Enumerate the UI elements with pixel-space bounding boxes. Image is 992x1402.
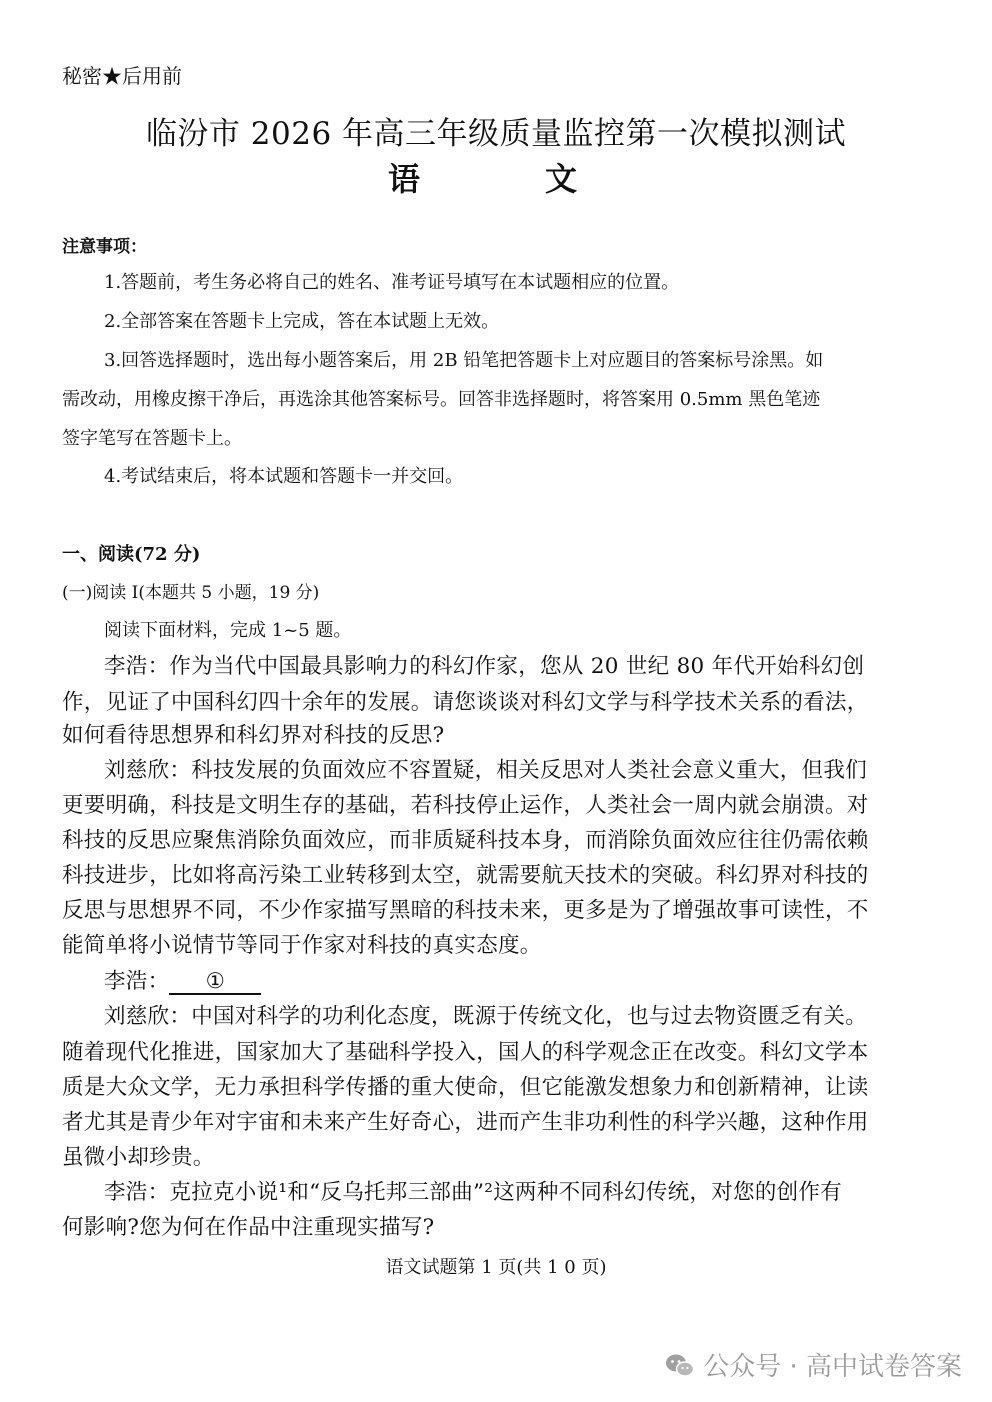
passage-line: 何影响?您为何在作品中注重现实描写? [62,1215,435,1240]
blank-line [104,964,261,995]
passage-line: 者尤其是青少年对宇宙和未来产生好奇心，进而产生非功利性的科学兴趣，这种作用 [62,1110,869,1135]
passage-line: 刘慈欣：中国对科学的功利化态度，既源于传统文化，也与过去物资匮乏有关。 [104,1004,868,1029]
note-line: 签字笔写在答题卡上。 [62,428,242,449]
passage-line: 能简单将小说情节等同于作家对科技的真实态度。 [62,933,542,958]
passage-line: 质是大众文学，无力承担科学传播的重大使命，但它能激发想象力和创新精神，让读 [62,1075,869,1100]
subject-char-1: 语 [388,160,421,198]
passage-line: 如何看待思想界和科幻界对科技的反思? [62,723,445,748]
answer-blank: ① [169,971,261,995]
passage-line: 虽微小却珍贵。 [62,1145,215,1170]
section-heading: 一、阅读(72 分) [62,544,201,565]
section-subheading: (一)阅读 I(本题共 5 小题，19 分) [62,583,320,603]
passage-line: 作，见证了中国科幻四十余年的发展。请您谈谈对科幻文学与科学技术关系的看法， [62,690,869,715]
wechat-icon [665,1353,695,1386]
exam-title: 临汾市 2026 年高三年级质量监控第一次模拟测试 [145,116,847,152]
note-line: 1.答题前，考生务必将自己的姓名、准考证号填写在本试题相应的位置。 [104,272,680,293]
notes-heading: 注意事项： [62,237,147,257]
passage-line: 随着现代化推进，国家加大了基础科学投入，国人的科学观念正在改变。科幻文学本 [62,1040,869,1065]
passage-line: 反思与思想界不同，不少作家描写黑暗的科技未来，更多是为了增强故事可读性，不 [62,898,869,923]
passage-line: 科技的反思应聚焦消除负面效应，而非质疑科技本身，而消除负面效应往往仍需依赖 [62,828,869,853]
secret-label: 秘密★后用前 [62,64,182,88]
note-line: 3.回答选择题时，选出每小题答案后，用 2B 铅笔把答题卡上对应题目的答案标号涂黑。如 [104,350,824,371]
passage-line: 刘慈欣：科技发展的负面效应不容置疑，相关反思对人类社会意义重大，但我们 [104,758,868,783]
page-footer: 语文试题第 1 页(共 1 0 页) [385,1257,607,1278]
note-line: 2.全部答案在答题卡上完成，答在本试题上无效。 [104,311,500,332]
passage-line: 李浩：克拉克小说¹和“反乌托邦三部曲”²这两种不同科幻传统，对您的创作有 [104,1180,843,1205]
watermark-text: 公众号 · 高中试卷答案 [703,1352,962,1382]
blank-prefix: 李浩： [104,969,170,994]
passage-line: 更要明确，科技是文明生存的基础，若科技停止运作，人类社会一周内就会崩溃。对 [62,793,869,818]
note-line: 4.考试结束后，将本试题和答题卡一并交回。 [104,466,464,487]
note-line: 需改动，用橡皮擦干净后，再选涂其他答案标号。回答非选择题时，将答案用 0.5mm 黑色笔迹 [62,389,821,410]
instruction: 阅读下面材料，完成 1~5 题。 [104,620,352,641]
watermark [665,1346,962,1386]
subject-char-2: 文 [545,160,578,198]
passage-line: 李浩：作为当代中国最具影响力的科幻作家，您从 20 世纪 80 年代开始科幻创 [104,654,865,679]
passage-line: 科技进步，比如将高污染工业转移到太空，就需要航天技术的突破。科幻界对科技的 [62,863,869,888]
